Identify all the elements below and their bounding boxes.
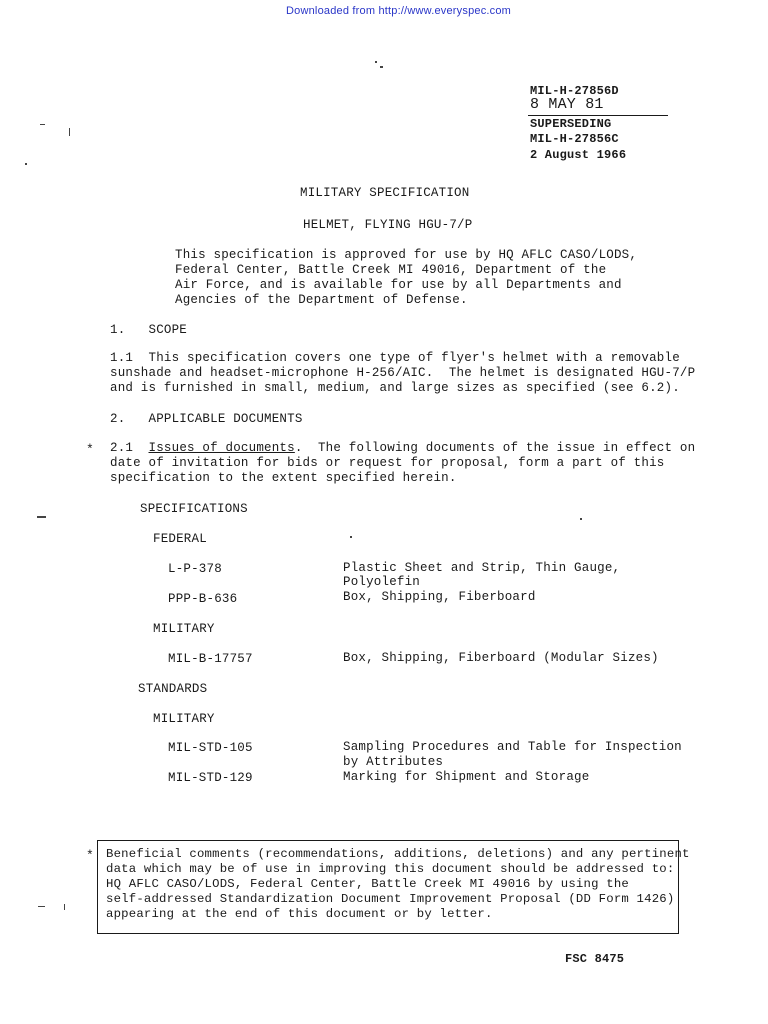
scope-para-line: sunshade and headset-microphone H-256/AIC. The helmet is designated HGU-7/P: [110, 366, 696, 380]
para-text: . The following documents of the issue in effect on: [294, 441, 696, 455]
approval-line: Federal Center, Battle Creek MI 49016, Department of the: [175, 263, 607, 277]
doc-title-lp378-cont: Polyolefin: [343, 575, 421, 589]
scan-speck: [25, 163, 27, 165]
doc-number: MIL-H-27856D: [530, 84, 619, 98]
scan-speck: [37, 516, 46, 518]
doc-title-milstd105-cont: by Attributes: [343, 755, 444, 769]
scan-speck: [38, 906, 45, 907]
doc-id-rule: [528, 115, 668, 116]
doc-id-milb17757: MIL-B-17757: [168, 652, 253, 666]
superseded-number: MIL-H-27856C: [530, 132, 619, 146]
doc-title-milb17757: Box, Shipping, Fiberboard (Modular Sizes): [343, 651, 659, 665]
scan-speck: [380, 66, 383, 68]
change-mark-asterisk: *: [86, 848, 94, 863]
doc-id-milstd129: MIL-STD-129: [168, 771, 253, 785]
para-number: 2.1: [110, 441, 149, 455]
spec-subject-title: HELMET, FLYING HGU-7/P: [303, 218, 473, 232]
section-heading-applicable-documents: 2. APPLICABLE DOCUMENTS: [110, 412, 303, 426]
doc-title-pppb636: Box, Shipping, Fiberboard: [343, 590, 536, 604]
scan-speck: [69, 128, 70, 136]
scan-speck: [64, 904, 65, 910]
military-heading-standards: MILITARY: [153, 712, 215, 726]
scope-para-line: and is furnished in small, medium, and large sizes as specified (see 6.2).: [110, 381, 680, 395]
fsc-code: FSC 8475: [565, 952, 625, 966]
applicable-para-line1: [110, 441, 695, 456]
doc-title-lp378: Plastic Sheet and Strip, Thin Gauge,: [343, 561, 621, 575]
doc-date: 8 MAY 81: [530, 96, 604, 113]
specifications-heading: SPECIFICATIONS: [140, 502, 248, 516]
applicable-para-line: date of invitation for bids or request for proposal, form a part of this: [110, 456, 665, 470]
doc-id-pppb636: PPP-B-636: [168, 592, 238, 606]
scope-para-line: 1.1 This specification covers one type of flyer's helmet with a removable: [110, 351, 680, 365]
comments-line: appearing at the end of this document or by letter.: [106, 907, 493, 921]
approval-line: This specification is approved for use by HQ AFLC CASO/LODS,: [175, 248, 638, 262]
comments-line: HQ AFLC CASO/LODS, Federal Center, Battle Creek MI 49016 by using the: [106, 877, 629, 891]
doc-id-lp378: L-P-378: [168, 562, 222, 576]
scan-speck: [40, 124, 45, 125]
spec-type-title: MILITARY SPECIFICATION: [300, 186, 470, 200]
superseded-date: 2 August 1966: [530, 148, 627, 162]
applicable-para-line: specification to the extent specified herein.: [110, 471, 457, 485]
change-mark-asterisk: *: [86, 442, 94, 457]
comments-line: Beneficial comments (recommendations, additions, deletions) and any pertinent: [106, 847, 690, 861]
scan-speck: [350, 536, 352, 538]
military-heading: MILITARY: [153, 622, 215, 636]
federal-heading: FEDERAL: [153, 532, 207, 546]
doc-title-milstd129: Marking for Shipment and Storage: [343, 770, 590, 784]
comments-line: self-addressed Standardization Document Improvement Proposal (DD Form 1426): [106, 892, 675, 906]
approval-line: Agencies of the Department of Defense.: [175, 293, 468, 307]
superseding-label: SUPERSEDING: [530, 117, 612, 131]
comments-line: data which may be of use in improving this document should be addressed to:: [106, 862, 675, 876]
source-link[interactable]: Downloaded from http://www.everyspec.com: [286, 5, 512, 17]
para-title: Issues of documents: [148, 441, 295, 455]
doc-title-milstd105: Sampling Procedures and Table for Inspection: [343, 740, 682, 754]
standards-heading: STANDARDS: [138, 682, 208, 696]
approval-line: Air Force, and is available for use by all Departments and: [175, 278, 622, 292]
section-heading-scope: 1. SCOPE: [110, 323, 188, 337]
doc-id-milstd105: MIL-STD-105: [168, 741, 253, 755]
scan-speck: [580, 518, 582, 520]
scan-speck: [375, 61, 377, 63]
